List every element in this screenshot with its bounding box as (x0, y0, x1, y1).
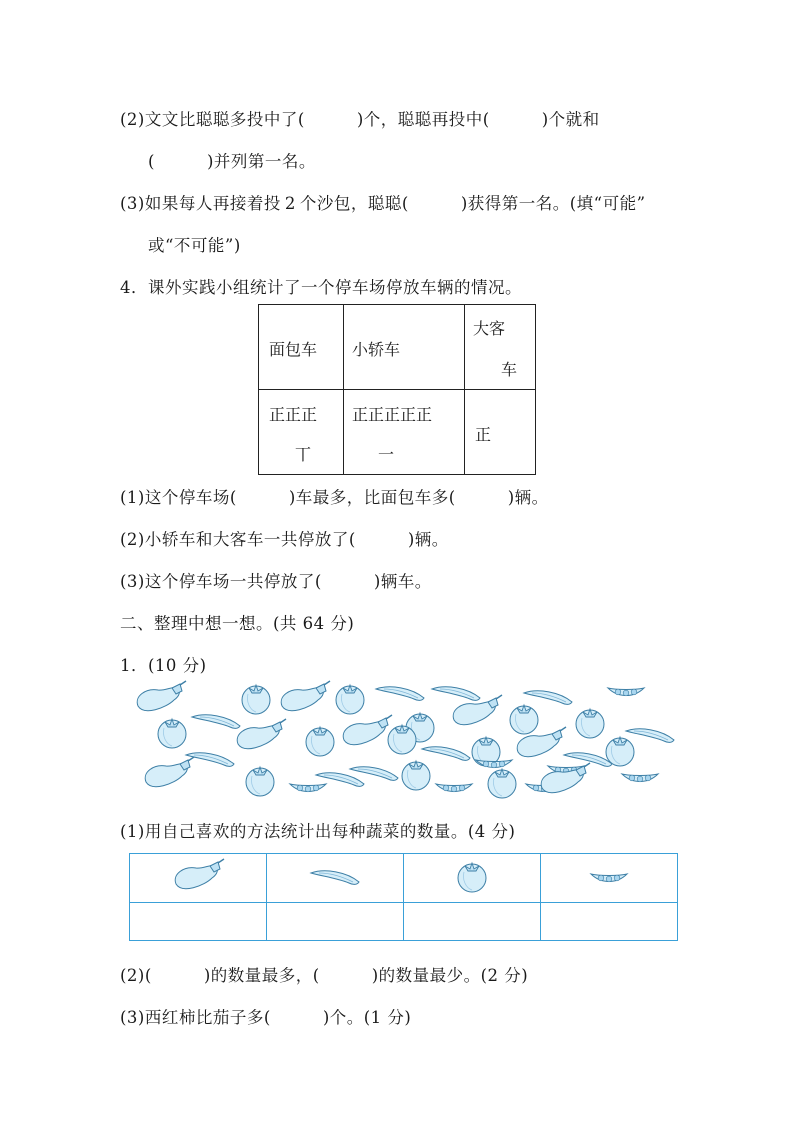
tomato-icon (437, 856, 507, 896)
cucumber-icon (192, 715, 240, 729)
pea-pod-icon (476, 760, 512, 768)
pea-pod-icon (574, 856, 644, 896)
eggplant-icon (237, 719, 286, 749)
header-sedan: 小轿车 (352, 340, 401, 359)
count-cell-pea[interactable] (541, 903, 678, 941)
vegetable-picture (120, 678, 690, 806)
header-cucumber (267, 854, 404, 903)
section2-q1-part3: (3)西红柿比茄子多( )个。(1 分) (120, 1008, 412, 1027)
section2-q1-label: 1．(10 分) (120, 656, 207, 675)
q3-part2-line2: ( )并列第一名。 (148, 152, 316, 171)
tomato-icon (158, 719, 186, 748)
tomato-icon (606, 737, 634, 766)
eggplant-icon (163, 856, 233, 896)
q4-title: 4．课外实践小组统计了一个停车场停放车辆的情况。 (120, 278, 522, 297)
cucumber-icon (186, 753, 234, 767)
eggplant-icon (145, 757, 194, 787)
tomato-icon (488, 769, 516, 798)
header-eggplant (130, 854, 267, 903)
section2-q1-part2: (2)( )的数量最多，( )的数量最少。(2 分) (120, 966, 529, 985)
tomato-icon (336, 685, 364, 714)
tomato-icon (510, 705, 538, 734)
eggplant-icon (281, 681, 330, 711)
tally-bus: 正 (475, 425, 492, 444)
eggplant-icon (137, 681, 186, 711)
cucumber-icon (524, 691, 572, 705)
q3-part3-line1: (3)如果每人再接着投 2 个沙包，聪聪( )获得第一名。(填“可能” (120, 194, 646, 213)
count-cell-tomato[interactable] (404, 903, 541, 941)
vegetable-count-table (129, 853, 678, 941)
eggplant-icon (343, 715, 392, 745)
cucumber-icon (376, 687, 424, 701)
q3-part3-line2: 或“不可能”) (148, 236, 241, 255)
header-tomato (404, 854, 541, 903)
header-bus: 大客 车 (473, 319, 518, 379)
pea-pod-icon (608, 688, 644, 696)
tomato-icon (388, 725, 416, 754)
tomato-icon (306, 727, 334, 756)
pea-pod-icon (622, 774, 658, 782)
section2-title: 二、整理中想一想。(共 64 分) (120, 614, 355, 633)
q4-part2: (2)小轿车和大客车一共停放了( )辆。 (120, 530, 449, 549)
cucumber-icon (626, 729, 674, 743)
q4-part1: (1)这个停车场( )车最多，比面包车多( )辆。 (120, 488, 549, 507)
cucumber-icon (300, 856, 370, 896)
tally-sedan: 正正正正正 一 (352, 405, 433, 464)
parking-tally-table (258, 304, 536, 475)
cucumber-icon (432, 687, 480, 701)
header-minibus: 面包车 (269, 340, 318, 359)
cucumber-icon (350, 767, 398, 781)
pea-pod-icon (436, 784, 472, 792)
section2-q1-part1: (1)用自己喜欢的方法统计出每种蔬菜的数量。(4 分) (120, 822, 516, 841)
q4-part3: (3)这个停车场一共停放了( )辆车。 (120, 572, 432, 591)
cucumber-icon (422, 747, 470, 761)
q3-part2-line1: (2)文文比聪聪多投中了( )个，聪聪再投中( )个就和 (120, 110, 600, 129)
tomato-icon (242, 685, 270, 714)
header-pea (541, 854, 678, 903)
tomato-icon (576, 709, 604, 738)
count-cell-cucumber[interactable] (267, 903, 404, 941)
count-cell-eggplant[interactable] (130, 903, 267, 941)
tomato-icon (246, 767, 274, 796)
tomato-icon (402, 761, 430, 790)
tally-minibus: 正正正 丅 (269, 405, 318, 464)
pea-pod-icon (290, 784, 326, 792)
